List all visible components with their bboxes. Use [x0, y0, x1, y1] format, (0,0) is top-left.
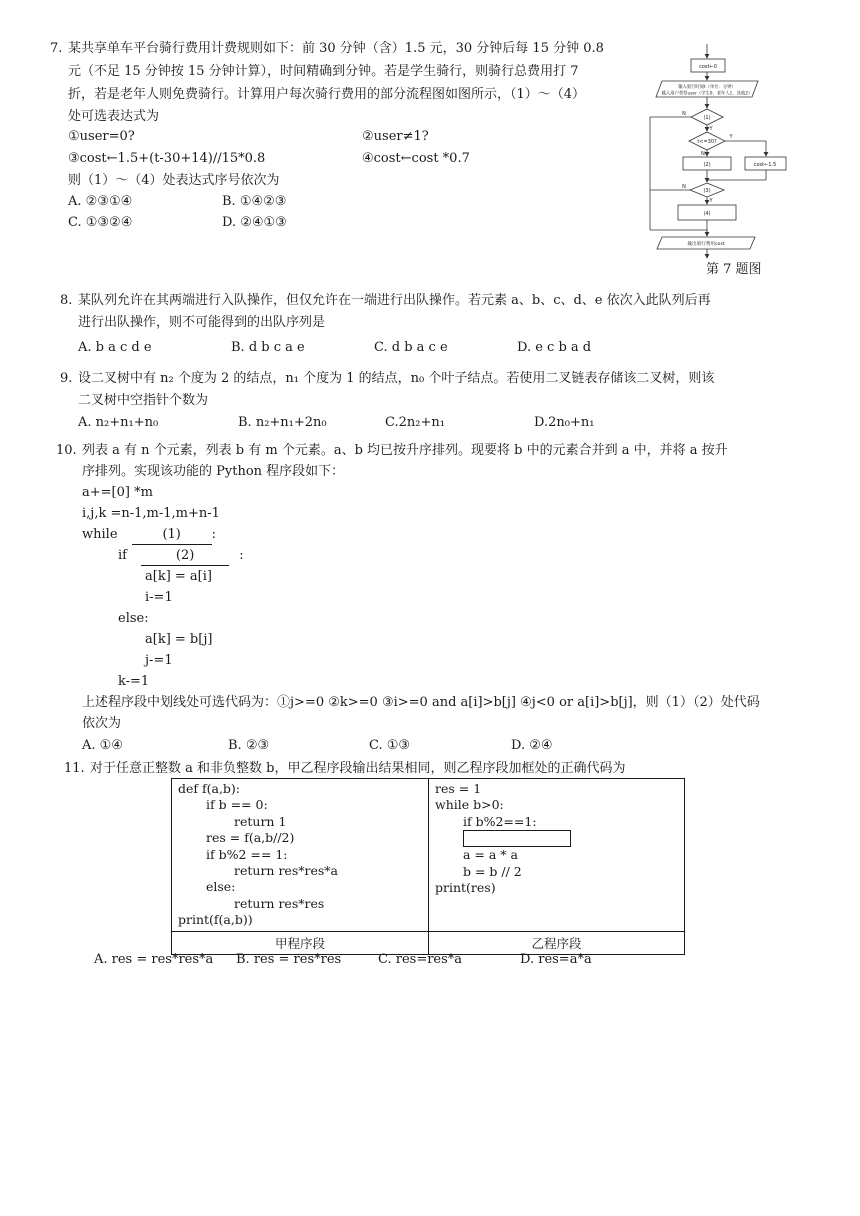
q10-ask-line-1: 上述程序段中划线处可选代码为：①j>=0 ②k>=0 ③i>=0 and a[i]>b[j] ④j<0 or a[i]>b[j]，则（1）（2）处代码 — [82, 695, 760, 710]
q8-option-a: A. b a c d e — [78, 340, 152, 355]
q9-stem-line-1: 设二叉树中有 n₂ 个度为 2 的结点，n₁ 个度为 1 的结点，n₀ 个叶子结点。若使用二叉链表存储该二叉树，则该 — [78, 371, 715, 386]
q7-option-a: A. ②③①④ — [68, 194, 133, 209]
q10-code-if — [118, 547, 244, 566]
fc-label-y-3: Y — [709, 198, 713, 204]
answer-box — [463, 830, 571, 847]
prog-a-line-7: else: — [206, 879, 236, 895]
q10-option-a: A. ①④ — [82, 738, 123, 753]
q7-stem-line-4: 处可选表达式为 — [68, 109, 160, 124]
fc-label-n-1: N — [682, 111, 686, 117]
q7-expr-4: ④cost←cost *0.7 — [362, 151, 470, 166]
q10-code-line-6: i-=1 — [145, 590, 173, 605]
q10-option-c: C. ①③ — [369, 738, 411, 753]
prog-a-line-9: print(f(a,b)) — [178, 912, 253, 928]
q7-expr-1: ①user=0? — [68, 129, 135, 144]
q10-code-line-1: a+=[0] *m — [82, 485, 153, 500]
q10-blank-2: (2) — [141, 547, 229, 566]
q7-number: 7. — [50, 41, 63, 56]
q10-code-line-2: i,j,k =n-1,m-1,m+n-1 — [82, 506, 220, 521]
fc-decision-3: (3) — [703, 188, 711, 194]
q10-code-line-9: j-=1 — [145, 653, 173, 668]
prog-a-line-5: if b%2 == 1: — [206, 846, 288, 862]
prog-a-line-4: res = f(a,b//2) — [206, 830, 295, 846]
q9-stem-line-2: 二叉树中空指针个数为 — [78, 393, 209, 408]
prog-a-line-6: return res*res*a — [234, 863, 338, 879]
prog-b-line-3: if b%2==1: — [463, 813, 537, 829]
fc-input-2: 输入用户类型user（学生0，老年人1，其他2） — [661, 91, 753, 97]
q11-option-a: A. res = res*res*a — [94, 952, 214, 967]
fc-init: cost←0 — [699, 64, 717, 70]
q8-stem-line-1: 某队列允许在其两端进行入队操作，但仅允许在一端进行出队操作。若元素 a、b、c、d、e 依次入此队列后再 — [78, 293, 711, 308]
prog-a-line-2: if b == 0: — [206, 797, 268, 813]
fc-process-2: (2) — [703, 162, 711, 168]
fc-label-y-2: Y — [729, 134, 733, 140]
q7-option-c: C. ①③②④ — [68, 215, 133, 230]
fc-decision-2: t<=30? — [697, 139, 717, 145]
q11-number: 11. — [64, 761, 85, 776]
q10-number: 10. — [56, 443, 77, 458]
fc-output: 输出骑行费用cost — [687, 242, 725, 247]
q10-code-line-8: a[k] = b[j] — [145, 632, 213, 647]
q8-option-c: C. d b a c e — [374, 340, 448, 355]
fc-label-n-2: N — [701, 151, 705, 157]
q11-option-d: D. res=a*a — [520, 952, 592, 967]
program-b-cell — [429, 779, 685, 932]
q10-code-line-5: a[k] = a[i] — [145, 569, 212, 584]
q11-option-b: B. res = res*res — [236, 952, 342, 967]
q10-option-b: B. ②③ — [228, 738, 270, 753]
q7-stem-line-1: 某共享单车平台骑行费用计费规则如下：前 30 分钟（含）1.5 元，30 分钟后每 15 分钟 0.8 — [68, 41, 604, 56]
q7-figure-caption: 第 7 题图 — [706, 262, 762, 277]
q7-stem-line-3: 折，若是老年人则免费骑行。计算用户每次骑行费用的部分流程图如图所示，（1）～（4） — [68, 87, 586, 102]
q10-blank-1: (1) — [132, 526, 212, 545]
prog-b-line-2: while b>0: — [435, 797, 504, 813]
q7-expr-3: ③cost←1.5+(t-30+14)//15*0.8 — [68, 151, 266, 166]
q9-option-c: C.2n₂+n₁ — [385, 415, 445, 430]
prog-a-line-3: return 1 — [234, 813, 287, 829]
caption-program-b: 乙程序段 — [429, 931, 685, 954]
q10-code-while — [82, 526, 216, 545]
program-a-cell — [172, 779, 429, 932]
q8-option-d: D. e c b a d — [517, 340, 592, 355]
q9-number: 9. — [60, 371, 73, 386]
q10-option-d: D. ②④ — [511, 738, 553, 753]
q10-code-line-7: else: — [118, 611, 149, 626]
prog-a-line-1: def f(a,b): — [178, 781, 241, 796]
q7-stem-line-2: 元（不足 15 分钟按 15 分钟计算），时间精确到分钟。若是学生骑行，则骑行总费用打 7 — [68, 64, 579, 79]
fc-input-1: 输入骑行时间t（单位：分钟） — [678, 85, 736, 90]
q10-while-keyword: while — [82, 527, 118, 542]
fc-label-n-3: N — [682, 184, 686, 190]
fc-label-y-1: Y — [709, 126, 713, 132]
prog-b-line-5: b = b // 2 — [463, 863, 522, 879]
q10-stem-line-1: 列表 a 有 n 个元素，列表 b 有 m 个元素。a、b 均已按升序排列。现要将 b 中的元素合并到 a 中，并将 a 按升 — [82, 443, 728, 458]
prog-b-line-1: res = 1 — [435, 781, 482, 796]
q7-ask: 则（1）～（4）处表达式序号依次为 — [68, 173, 280, 188]
q7-option-b: B. ①④②③ — [222, 194, 287, 209]
q8-number: 8. — [60, 293, 73, 308]
prog-b-line-6: print(res) — [435, 880, 496, 896]
fc-process-4: (4) — [703, 211, 711, 217]
q10-while-colon: : — [211, 527, 217, 542]
q11-stem: 对于任意正整数 a 和非负整数 b，甲乙程序段输出结果相同，则乙程序段加框处的正确代码为 — [90, 761, 626, 776]
q9-option-b: B. n₂+n₁+2n₀ — [238, 415, 327, 430]
q11-option-c: C. res=res*a — [378, 952, 463, 967]
q10-if-keyword: if — [118, 548, 127, 563]
q8-stem-line-2: 进行出队操作，则不可能得到的出队序列是 — [78, 315, 326, 330]
q7-expr-2: ②user≠1? — [362, 129, 429, 144]
q10-ask-line-2: 依次为 — [82, 716, 122, 731]
q10-stem-line-2: 序排列。实现该功能的 Python 程序段如下： — [82, 464, 345, 479]
q9-option-a: A. n₂+n₁+n₀ — [78, 415, 159, 430]
q10-if-colon: : — [239, 548, 244, 563]
q9-option-d: D.2n₀+n₁ — [534, 415, 595, 430]
caption-program-a: 甲程序段 — [172, 931, 429, 954]
q7-flowchart — [640, 44, 790, 259]
fc-process-right: cost←1.5 — [753, 162, 777, 168]
fc-decision-1: (1) — [703, 115, 711, 121]
q7-option-d: D. ②④①③ — [222, 215, 287, 230]
q8-option-b: B. d b c a e — [231, 340, 305, 355]
q10-code-line-10: k-=1 — [118, 674, 150, 689]
prog-b-line-4: a = a * a — [463, 847, 518, 863]
q11-program-table — [171, 778, 685, 955]
prog-a-line-8: return res*res — [234, 895, 325, 911]
